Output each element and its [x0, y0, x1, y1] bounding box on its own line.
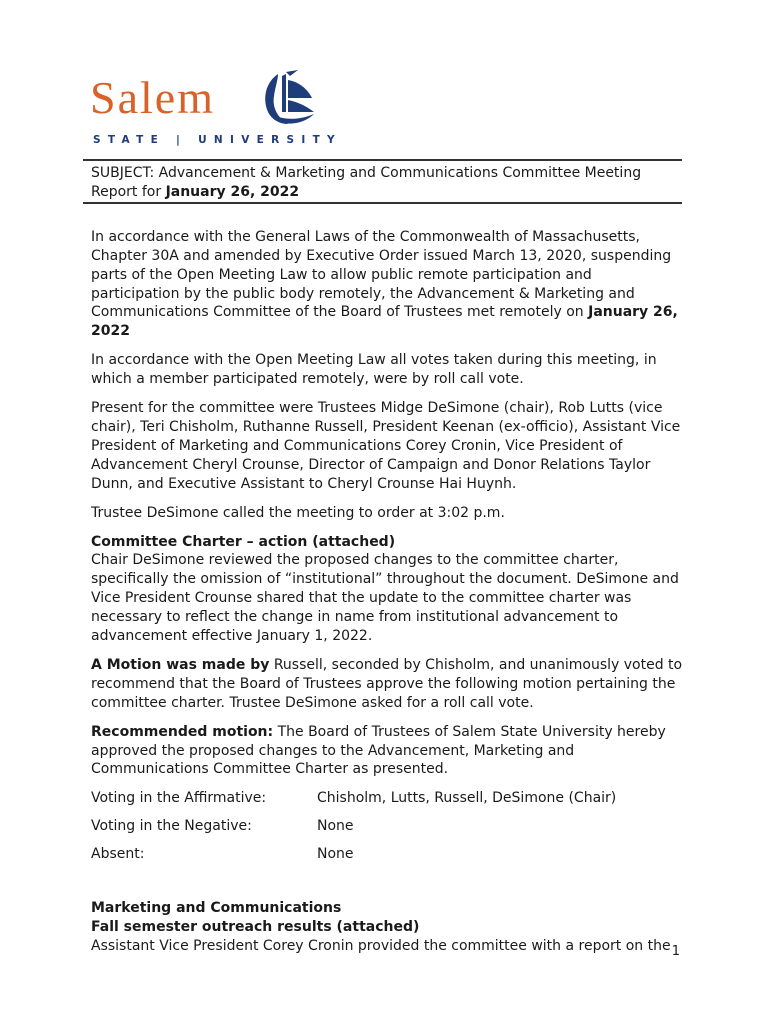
- vote-row: [91, 789, 683, 817]
- recommended-lead: Recommended motion:: [91, 723, 274, 740]
- paragraph-open-meeting: [91, 228, 683, 341]
- motion-lead: A Motion was made by: [91, 656, 270, 673]
- subject-line: [91, 164, 683, 202]
- vote-value: Chisholm, Lutts, Russell, DeSimone (Chair): [317, 790, 617, 807]
- motion-paragraph: [91, 656, 683, 713]
- charter-heading: Committee Charter – action (attached): [91, 533, 396, 550]
- vote-row: [91, 817, 683, 845]
- paragraph-text: In accordance with the General Laws of the Commonwealth of Massachusetts, Chapter 30A and amended by Executive Order issued March 13, 2020, suspending parts of the Open Meeting Law to allow public remote participation and participation by the public body remotely, the Advancement & Marketing and Communications Committee of the Board of Trustees met remotely on: [91, 228, 672, 321]
- logo-wordmark: Salem: [90, 72, 215, 123]
- vote-value: None: [317, 846, 354, 863]
- recommended-motion-paragraph: [91, 723, 683, 780]
- page-number: 1: [671, 944, 680, 959]
- outreach-heading: Fall semester outreach results (attached): [91, 919, 420, 936]
- vote-label: Voting in the Negative:: [91, 818, 252, 835]
- paragraph-roll-call: In accordance with the Open Meeting Law all votes taken during this meeting, in which a member participated remotely, were by roll call vote.: [91, 352, 657, 388]
- marketing-heading: Marketing and Communications: [91, 900, 342, 917]
- vote-row: [91, 845, 683, 873]
- paragraph-call-to-order: Trustee DeSimone called the meeting to order at 3:02 p.m.: [91, 504, 505, 521]
- document-body: [91, 164, 683, 966]
- vote-label: Voting in the Affirmative:: [91, 790, 267, 807]
- outreach-body: Assistant Vice President Corey Cronin provided the committee with a report on the: [91, 938, 671, 955]
- meeting-date: January 26, 2022: [91, 304, 678, 340]
- logo-tagline: STATE | UNIVERSITY: [93, 134, 342, 146]
- vote-value: None: [317, 818, 354, 835]
- subject-text: SUBJECT: Advancement & Marketing and Communications Committee Meeting Report for: [91, 165, 642, 200]
- motion-text: Russell, seconded by Chisholm, and unanimously voted to recommend that the Board of Trustees approve the following motion pertaining the committee charter. Trustee DeSimone asked for a roll call vote.: [91, 656, 683, 711]
- header-rule-top: [83, 159, 682, 161]
- vote-label: Absent:: [91, 846, 145, 863]
- charter-body: Chair DeSimone reviewed the proposed changes to the committee charter, specifically the omission of “institutional” throughout the document. DeSimone and Vice President Crounse shared that the update to the committee charter was necessary to reflect the change in name from institutional advancement to advancement effective January 1, 2022.: [91, 552, 679, 645]
- ship-logo-icon: [256, 68, 318, 128]
- recommended-text: The Board of Trustees of Salem State University hereby approved the proposed changes to the Advancement, Marketing and Communications Committee Charter as presented.: [91, 723, 666, 778]
- vote-table: [91, 789, 683, 873]
- university-logo: [90, 68, 342, 150]
- paragraph-attendees: Present for the committee were Trustees Midge DeSimone (chair), Rob Lutts (vice chair), Teri Chisholm, Ruthanne Russell, President Keenan (ex-officio), Assistant Vice President of Marketing and Communications Corey Cronin, Vice President of Advancement Cheryl Crounse, Director of Campaign and Donor Relations Taylor Dunn, and Executive Assistant to Cheryl Crounse Hai Huynh.: [91, 400, 681, 492]
- subject-date: January 26, 2022: [165, 183, 300, 200]
